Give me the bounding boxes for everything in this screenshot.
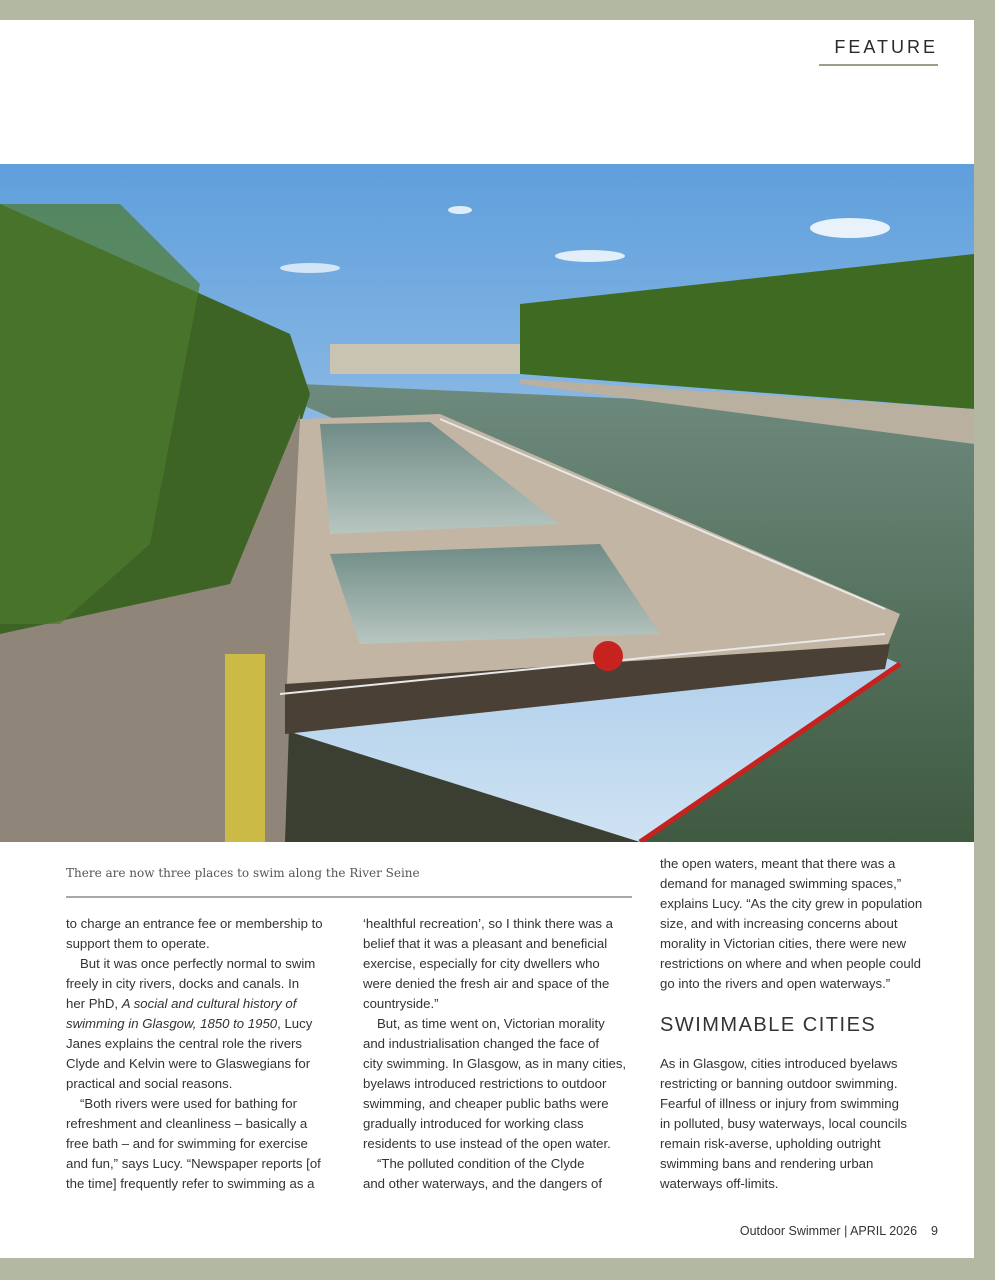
section-label: FEATURE xyxy=(819,37,938,66)
text-line: Clyde and Kelvin were to Glaswegians for xyxy=(66,1056,311,1071)
text-segment: , Lucy xyxy=(277,1016,313,1031)
text-line: As in Glasgow, cities introduced byelaws xyxy=(660,1056,898,1071)
text-line: practical and social reasons. xyxy=(66,1076,233,1091)
text-line: go into the rivers and open waterways.” xyxy=(660,976,891,991)
page-footer xyxy=(740,1224,938,1238)
text-line: to charge an entrance fee or membership to xyxy=(66,916,323,931)
caption-divider xyxy=(66,896,632,898)
text-line: the time] frequently refer to swimming as a xyxy=(66,1176,315,1191)
text-line: explains Lucy. “As the city grew in population xyxy=(660,896,923,911)
text-line: residents to use instead of the open water. xyxy=(363,1136,611,1151)
text-line: But it was once perfectly normal to swim xyxy=(80,956,316,971)
magazine-page xyxy=(0,20,974,1258)
italic-title-text: swimming in Glasgow, 1850 to 1950 xyxy=(66,1016,278,1031)
article-photo xyxy=(0,164,974,842)
text-line: belief that it was a pleasant and beneficial xyxy=(363,936,608,951)
text-line: But, as time went on, Victorian morality xyxy=(377,1016,605,1031)
text-line: ‘healthful recreation’, so I think there was a xyxy=(363,916,613,931)
river-seine-swimming-pool-image xyxy=(0,164,974,842)
publication-info: Outdoor Swimmer | APRIL 2026 xyxy=(739,1224,918,1238)
page-number: 9 xyxy=(931,1224,938,1238)
text-line: restricting or banning outdoor swimming. xyxy=(660,1076,898,1091)
text-line: waterways off-limits. xyxy=(660,1176,779,1191)
text-line: city swimming. In Glasgow, as in many cities, xyxy=(363,1056,627,1071)
text-line: remain risk-averse, upholding outright xyxy=(660,1136,881,1151)
text-line: free bath – and for swimming for exercise xyxy=(66,1136,308,1151)
article-column-2 xyxy=(363,914,653,1194)
text-line: in polluted, busy waterways, local councils xyxy=(660,1116,908,1131)
text-line: swimming bans and rendering urban xyxy=(660,1156,874,1171)
text-line: refreshment and cleanliness – basically a xyxy=(66,1116,308,1131)
article-column-3-continued xyxy=(660,1054,950,1194)
article-column-1 xyxy=(66,914,356,1194)
text-line: countryside.” xyxy=(363,996,439,1011)
text-line xyxy=(66,1014,356,1034)
text-line: restrictions on where and when people could xyxy=(660,956,921,971)
text-line: gradually introduced for working class xyxy=(363,1116,584,1131)
text-line: and other waterways, and the dangers of xyxy=(363,1176,602,1191)
text-line: morality in Victorian cities, there were new xyxy=(660,936,907,951)
photo-caption: There are now three places to swim along the River Seine xyxy=(66,866,420,880)
article-column-3 xyxy=(660,854,950,994)
text-line: the open waters, meant that there was a xyxy=(660,856,896,871)
text-line: freely in city rivers, docks and canals. In xyxy=(66,976,300,991)
text-line: Janes explains the central role the rivers xyxy=(66,1036,303,1051)
text-line: were denied the fresh air and space of the xyxy=(363,976,610,991)
text-line: Fearful of illness or injury from swimming xyxy=(660,1096,899,1111)
subheading: SWIMMABLE CITIES xyxy=(660,1014,877,1036)
italic-title-text: A social and cultural history of xyxy=(121,996,297,1011)
text-segment: her PhD, xyxy=(66,996,122,1011)
text-line: size, and with increasing concerns about xyxy=(660,916,898,931)
text-line: swimming, and cheaper public baths were xyxy=(363,1096,609,1111)
text-line: and industrialisation changed the face of xyxy=(363,1036,600,1051)
text-line xyxy=(66,994,356,1014)
text-line: demand for managed swimming spaces,” xyxy=(660,876,902,891)
text-line: “The polluted condition of the Clyde xyxy=(377,1156,585,1171)
text-line: exercise, especially for city dwellers who xyxy=(363,956,600,971)
text-line: support them to operate. xyxy=(66,936,210,951)
text-line: “Both rivers were used for bathing for xyxy=(80,1096,297,1111)
text-line: byelaws introduced restrictions to outdoor xyxy=(363,1076,607,1091)
text-line: and fun,” says Lucy. “Newspaper reports [of xyxy=(66,1156,321,1171)
